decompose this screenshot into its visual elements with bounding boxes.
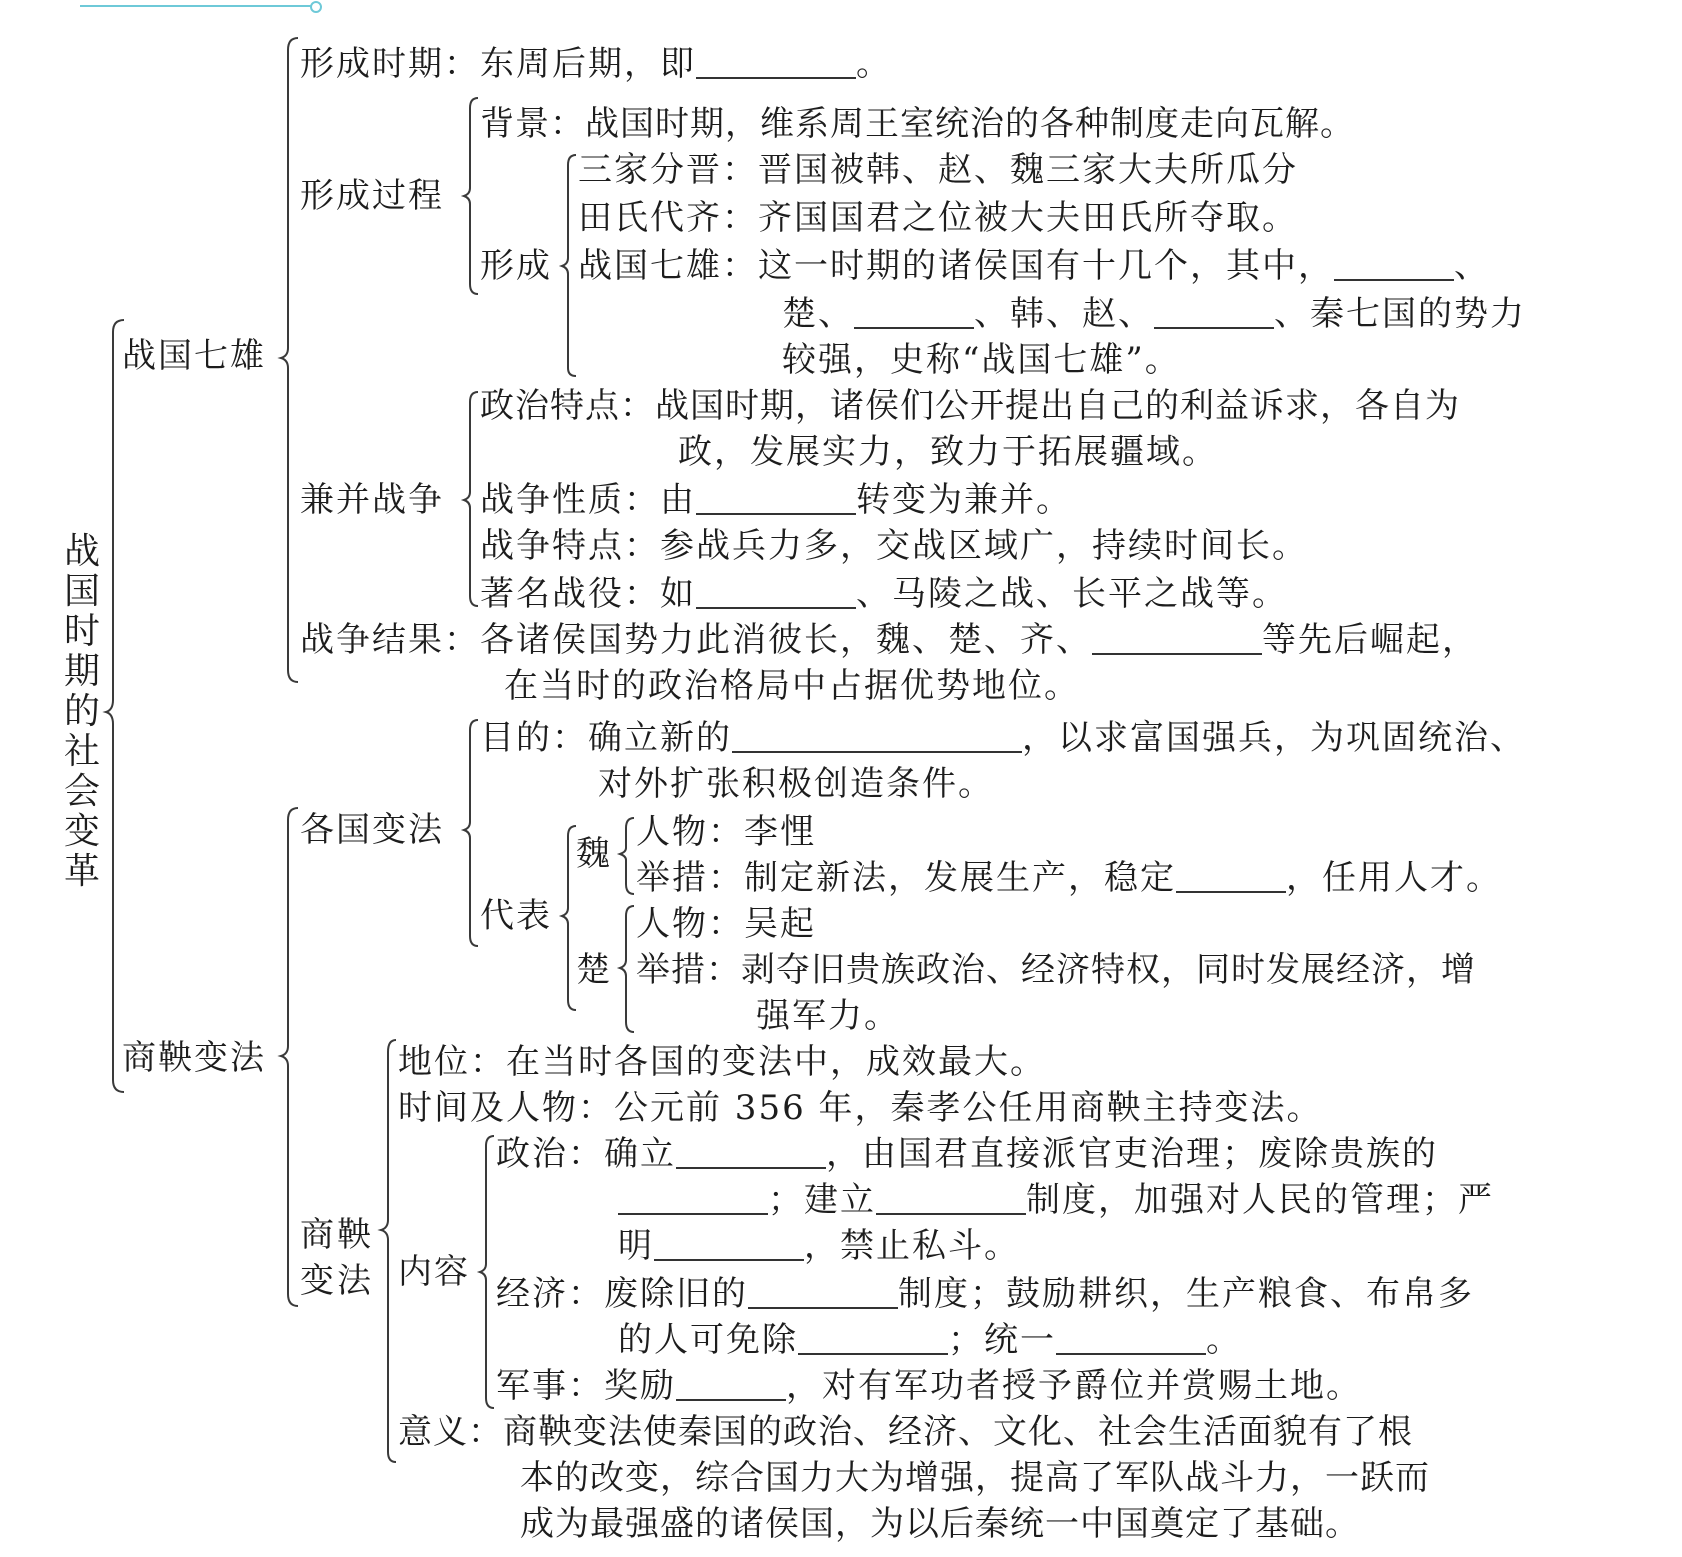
brace-root <box>106 320 124 1092</box>
chu-measures-line-2: 强军力。 <box>756 996 900 1036</box>
formation-label: 形成 <box>480 246 552 286</box>
blank <box>748 1277 898 1309</box>
brace-zhanguo-qixiong <box>281 38 298 682</box>
blank <box>876 1183 1026 1215</box>
chu-person: 人物：吴起 <box>636 904 816 944</box>
war-features: 战争特点：参战兵力多，交战区域广，持续时间长。 <box>480 526 1308 566</box>
blank <box>654 1229 804 1261</box>
blank <box>798 1323 948 1355</box>
time-and-person: 时间及人物：公元前 356 年，秦孝公任用商鞅主持变法。 <box>398 1088 1323 1128</box>
blank <box>618 1183 768 1215</box>
blank <box>1056 1323 1206 1355</box>
brace-process <box>464 98 478 294</box>
wei-label: 魏 <box>576 834 612 874</box>
significance-line-3: 成为最强盛的诸侯国，为以后秦统一中国奠定了基础。 <box>520 1504 1360 1544</box>
blank <box>676 1137 826 1169</box>
blank <box>1334 249 1454 281</box>
chu-label: 楚 <box>576 950 612 990</box>
blank <box>1092 623 1262 655</box>
qixiong-line-2: 楚、 、韩、赵、 、秦七国的势力 <box>782 294 1526 334</box>
brace-content <box>480 1136 494 1408</box>
blank <box>1176 861 1286 893</box>
war-nature: 战争性质：由 转变为兼并。 <box>480 480 1072 520</box>
formation-period: 形成时期：东周后期，即 。 <box>300 44 892 84</box>
brace-wei <box>620 818 634 894</box>
war-label: 兼并战争 <box>300 480 444 520</box>
wei-measures: 举措：制定新法，发展生产，稳定 ，任用人才。 <box>636 858 1502 898</box>
war-result-line-2: 在当时的政治格局中占据优势地位。 <box>504 666 1080 706</box>
chu-measures-line-1: 举措：剥夺旧贵族政治、经济特权，同时发展经济，增 <box>636 950 1476 990</box>
status: 地位：在当时各国的变法中，成效最大。 <box>398 1042 1046 1082</box>
blank <box>696 577 856 609</box>
formation-process-label: 形成过程 <box>300 176 444 216</box>
brace-war <box>464 392 478 606</box>
sanjia-fenjin: 三家分晋：晋国被韩、赵、魏三家大夫所瓜分 <box>578 150 1298 190</box>
war-result-line-1: 战争结果：各诸侯国势力此消彼长，魏、楚、齐、 等先后崛起， <box>300 620 1478 660</box>
blank <box>696 47 856 79</box>
politics-content-line-1: 政治：确立 ，由国君直接派官吏治理；废除贵族的 <box>496 1134 1438 1174</box>
qixiong-line-3: 较强，史称“战国七雄”。 <box>782 340 1181 380</box>
shangyang-label: 商鞅变法 <box>300 1215 374 1301</box>
politics-line-2: 政，发展实力，致力于拓展疆域。 <box>678 432 1218 472</box>
blank <box>1154 297 1274 329</box>
qixiong-line-1: 战国七雄：这一时期的诸侯国有十几个，其中， 、 <box>578 246 1490 286</box>
wei-person: 人物：李悝 <box>636 812 816 852</box>
significance-line-2: 本的改变，综合国力大为增强，提高了军队战斗力，一跃而 <box>520 1458 1430 1498</box>
tianshi-daiqi: 田氏代齐：齐国国君之位被大夫田氏所夺取。 <box>578 198 1298 238</box>
representatives-label: 代表 <box>480 896 552 936</box>
content-label: 内容 <box>398 1252 470 1292</box>
purpose-line-1: 目的：确立新的 ，以求富国强兵，为巩固统治、 <box>480 718 1526 758</box>
brace-reform-section <box>281 808 298 1306</box>
reforms-label: 各国变法 <box>300 810 444 850</box>
brace-chu <box>620 906 634 1032</box>
blank <box>696 483 856 515</box>
section-zhanguo-qixiong: 战国七雄 <box>122 336 266 376</box>
brace-shangyang <box>381 1040 396 1462</box>
famous-battles: 著名战役：如 、马陵之战、长平之战等。 <box>480 574 1288 614</box>
politics-line-1: 政治特点：战国时期，诸侯们公开提出自己的利益诉求，各自为 <box>480 386 1460 426</box>
background: 背景：战国时期，维系周王室统治的各种制度走向瓦解。 <box>480 104 1355 144</box>
brace-representatives <box>562 826 576 1010</box>
brace-reforms <box>464 720 478 946</box>
blank <box>854 297 974 329</box>
economy-content-line-1: 经济：废除旧的 制度；鼓励耕织，生产粮食、布帛多 <box>496 1274 1474 1314</box>
purpose-line-2: 对外扩张积极创造条件。 <box>598 764 994 804</box>
significance-line-1: 意义：商鞅变法使秦国的政治、经济、文化、社会生活面貌有了根 <box>398 1412 1413 1452</box>
section-shangyang-bianfa: 商鞅变法 <box>122 1038 266 1078</box>
politics-content-line-3: 明 ，禁止私斗。 <box>618 1226 1020 1266</box>
blank <box>676 1369 786 1401</box>
politics-content-line-2: ；建立 制度，加强对人民的管理；严 <box>618 1180 1494 1220</box>
root-title: 战国时期的社会变革 <box>63 531 100 892</box>
blank <box>732 721 1022 753</box>
economy-content-line-2: 的人可免除 ；统一 。 <box>618 1320 1242 1360</box>
brace-formation <box>562 155 576 376</box>
military-content: 军事：奖励 ，对有军功者授予爵位并赏赐土地。 <box>496 1366 1362 1406</box>
